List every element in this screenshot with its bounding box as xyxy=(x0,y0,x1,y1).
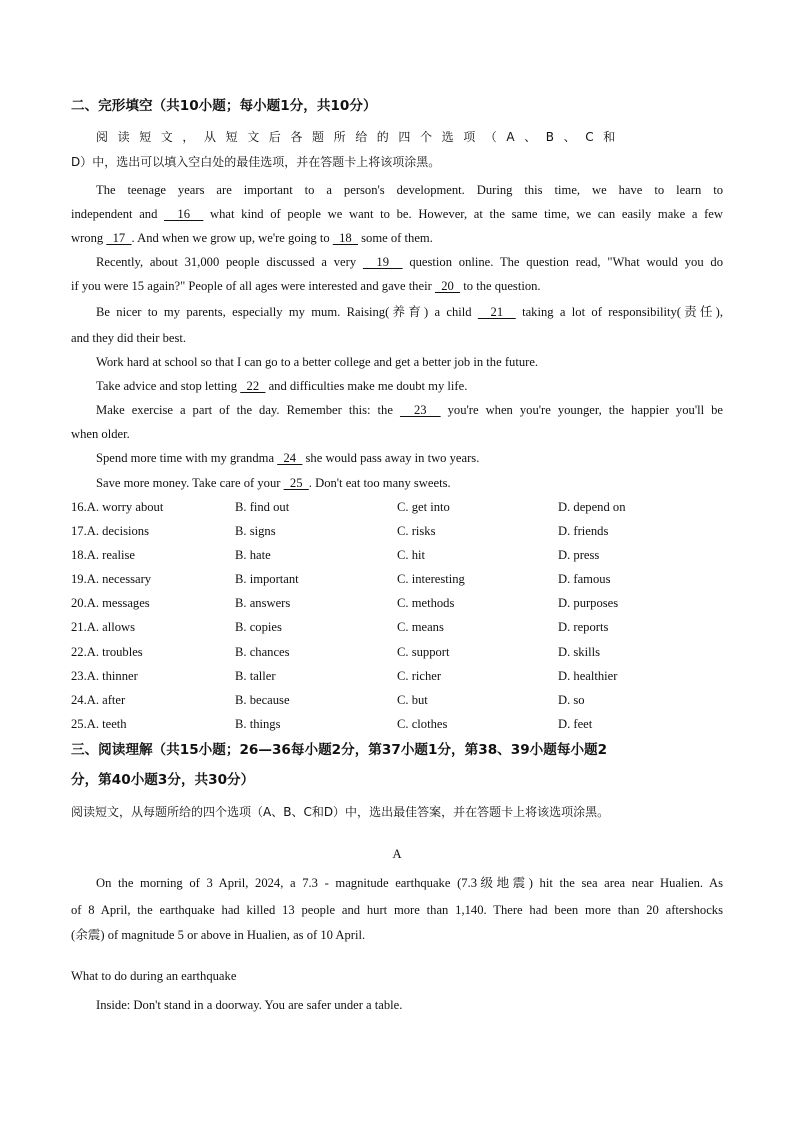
blank-19: 19 xyxy=(362,255,403,269)
cloze-text: independent and xyxy=(71,207,165,221)
option-b: B. things xyxy=(235,717,281,731)
section2-title: 二、完形填空（共10小题；每小题1分，共10分） xyxy=(71,98,377,114)
cloze-text: you're when you're younger, the happier you'll be xyxy=(440,403,723,417)
option-c: C. interesting xyxy=(397,572,465,586)
cloze-text: Recently, about 31,000 people discussed a very xyxy=(96,255,363,269)
option-d: D. press xyxy=(558,548,600,562)
blank-20: 20 xyxy=(434,279,461,293)
section3-title-line1: 三、阅读理解（共15小题；26—36每小题2分，第37小题1分，第38、39小题每小题2 xyxy=(71,742,608,758)
option-row-16 xyxy=(71,498,723,516)
cloze-text: Spend more time with my grandma xyxy=(96,451,278,465)
cloze-text: The teenage years are important to a person's development. During this time, we have to learn to xyxy=(96,183,723,197)
option-c: C. support xyxy=(397,645,450,659)
option-a: 18.A. realise xyxy=(71,548,135,562)
cloze-text: to the question. xyxy=(460,279,541,293)
section3-instruction: 阅读短文，从每题所给的四个选项（A、B、C和D）中，选出最佳答案，并在答题卡上将该选项涂黑。 xyxy=(71,805,610,819)
option-b: B. find out xyxy=(235,500,290,514)
cloze-text: what kind of people we want to be. However, at the same time, we can easily make a few xyxy=(203,207,723,221)
option-row-23 xyxy=(71,667,723,685)
cloze-text: . Don't eat too many sweets. xyxy=(308,476,451,490)
cloze-line-11 xyxy=(71,425,723,443)
cloze-text: question online. The question read, "What would you do xyxy=(402,255,723,269)
option-row-18 xyxy=(71,546,723,564)
blank-16: 16 xyxy=(164,207,204,221)
option-a: 17.A. decisions xyxy=(71,524,150,538)
cloze-text: when older. xyxy=(71,427,130,441)
option-row-22 xyxy=(71,643,723,661)
option-c: C. risks xyxy=(397,524,436,538)
cloze-line-10 xyxy=(96,401,723,419)
option-b: B. signs xyxy=(235,524,276,538)
passage-inside-tip: Inside: Don't stand in a doorway. You are safer under a table. xyxy=(96,998,403,1012)
option-c: C. richer xyxy=(397,669,442,683)
option-b: B. copies xyxy=(235,620,282,634)
option-a: 19.A. necessary xyxy=(71,572,152,586)
cloze-line-4 xyxy=(96,253,723,271)
cloze-text: Take advice and stop letting xyxy=(96,379,241,393)
section2-instruction-line2: D）中，选出可以填入空白处的最佳选项，并在答题卡上将该项涂黑。 xyxy=(71,155,441,169)
option-d: D. purposes xyxy=(558,596,619,610)
blank-24: 24 xyxy=(277,451,303,465)
cloze-line-2 xyxy=(71,205,723,223)
option-a: 25.A. teeth xyxy=(71,717,127,731)
cloze-text: taking a lot of responsibility(责任), xyxy=(515,305,724,319)
option-a: 16.A. worry about xyxy=(71,500,164,514)
option-b: B. because xyxy=(235,693,290,707)
cloze-text: she would pass away in two years. xyxy=(302,451,480,465)
option-c: C. hit xyxy=(397,548,425,562)
blank-17: 17 xyxy=(106,231,132,245)
section2-instruction-line1: 阅读短文，从短文后各题所给的四个选项（A、B、C和 xyxy=(96,130,625,144)
cloze-text: some of them. xyxy=(358,231,433,245)
cloze-line-12 xyxy=(96,449,723,467)
cloze-text: Work hard at school so that I can go to a better college and get a better job in the future. xyxy=(96,355,539,369)
cloze-line-8 xyxy=(96,353,723,371)
option-a: 22.A. troubles xyxy=(71,645,143,659)
option-d: D. healthier xyxy=(558,669,618,683)
option-a: 20.A. messages xyxy=(71,596,150,610)
cloze-line-9 xyxy=(96,377,723,395)
passage-label: A xyxy=(392,847,402,861)
option-d: D. skills xyxy=(558,645,600,659)
option-c: C. means xyxy=(397,620,444,634)
passage-line-1: On the morning of 3 April, 2024, a 7.3 - magnitude earthquake (7.3级地震) hit the sea area near Hualien. As xyxy=(96,876,723,890)
cloze-text: Make exercise a part of the day. Remember this: the xyxy=(96,403,400,417)
option-c: C. clothes xyxy=(397,717,448,731)
cloze-text: . And when we grow up, we're going to xyxy=(131,231,333,245)
cloze-line-6 xyxy=(96,303,723,321)
option-row-21 xyxy=(71,618,723,636)
option-b: B. important xyxy=(235,572,299,586)
option-c: C. but xyxy=(397,693,428,707)
passage-line-3: (余震) of magnitude 5 or above in Hualien, as of 10 April. xyxy=(71,928,366,942)
option-row-19 xyxy=(71,570,723,588)
option-row-17 xyxy=(71,522,723,540)
option-c: C. get into xyxy=(397,500,450,514)
option-b: B. answers xyxy=(235,596,291,610)
option-a: 23.A. thinner xyxy=(71,669,138,683)
passage-subheading: What to do during an earthquake xyxy=(71,969,237,983)
option-row-25 xyxy=(71,715,723,733)
cloze-text: wrong xyxy=(71,231,107,245)
cloze-text: and they did their best. xyxy=(71,331,187,345)
cloze-line-5 xyxy=(71,277,723,295)
option-row-24 xyxy=(71,691,723,709)
section3-title-line2: 分，第40小题3分，共30分） xyxy=(71,772,255,788)
option-d: D. friends xyxy=(558,524,609,538)
option-d: D. reports xyxy=(558,620,609,634)
option-d: D. so xyxy=(558,693,585,707)
option-a: 21.A. allows xyxy=(71,620,136,634)
passage-line-2: of 8 April, the earthquake had killed 13 people and hurt more than 1,140. There had been more than 20 aftershocks xyxy=(71,903,723,917)
option-d: D. feet xyxy=(558,717,593,731)
blank-25: 25 xyxy=(283,476,309,490)
option-b: B. taller xyxy=(235,669,276,683)
blank-23: 23 xyxy=(399,403,441,417)
cloze-text: Save more money. Take care of your xyxy=(96,476,284,490)
blank-22: 22 xyxy=(240,379,266,393)
cloze-line-7 xyxy=(71,329,723,347)
blank-21: 21 xyxy=(477,305,516,319)
option-a: 24.A. after xyxy=(71,693,126,707)
option-row-20 xyxy=(71,594,723,612)
option-d: D. depend on xyxy=(558,500,626,514)
cloze-line-13 xyxy=(96,474,723,492)
blank-18: 18 xyxy=(332,231,358,245)
cloze-text: and difficulties make me doubt my life. xyxy=(265,379,468,393)
option-c: C. methods xyxy=(397,596,455,610)
option-b: B. chances xyxy=(235,645,290,659)
option-b: B. hate xyxy=(235,548,271,562)
cloze-text: if you were 15 again?" People of all ages were interested and gave their xyxy=(71,279,435,293)
cloze-line-1 xyxy=(96,181,723,199)
option-d: D. famous xyxy=(558,572,611,586)
cloze-text: Be nicer to my parents, especially my mum. Raising(养育) a child xyxy=(96,305,478,319)
cloze-line-3 xyxy=(71,229,723,247)
